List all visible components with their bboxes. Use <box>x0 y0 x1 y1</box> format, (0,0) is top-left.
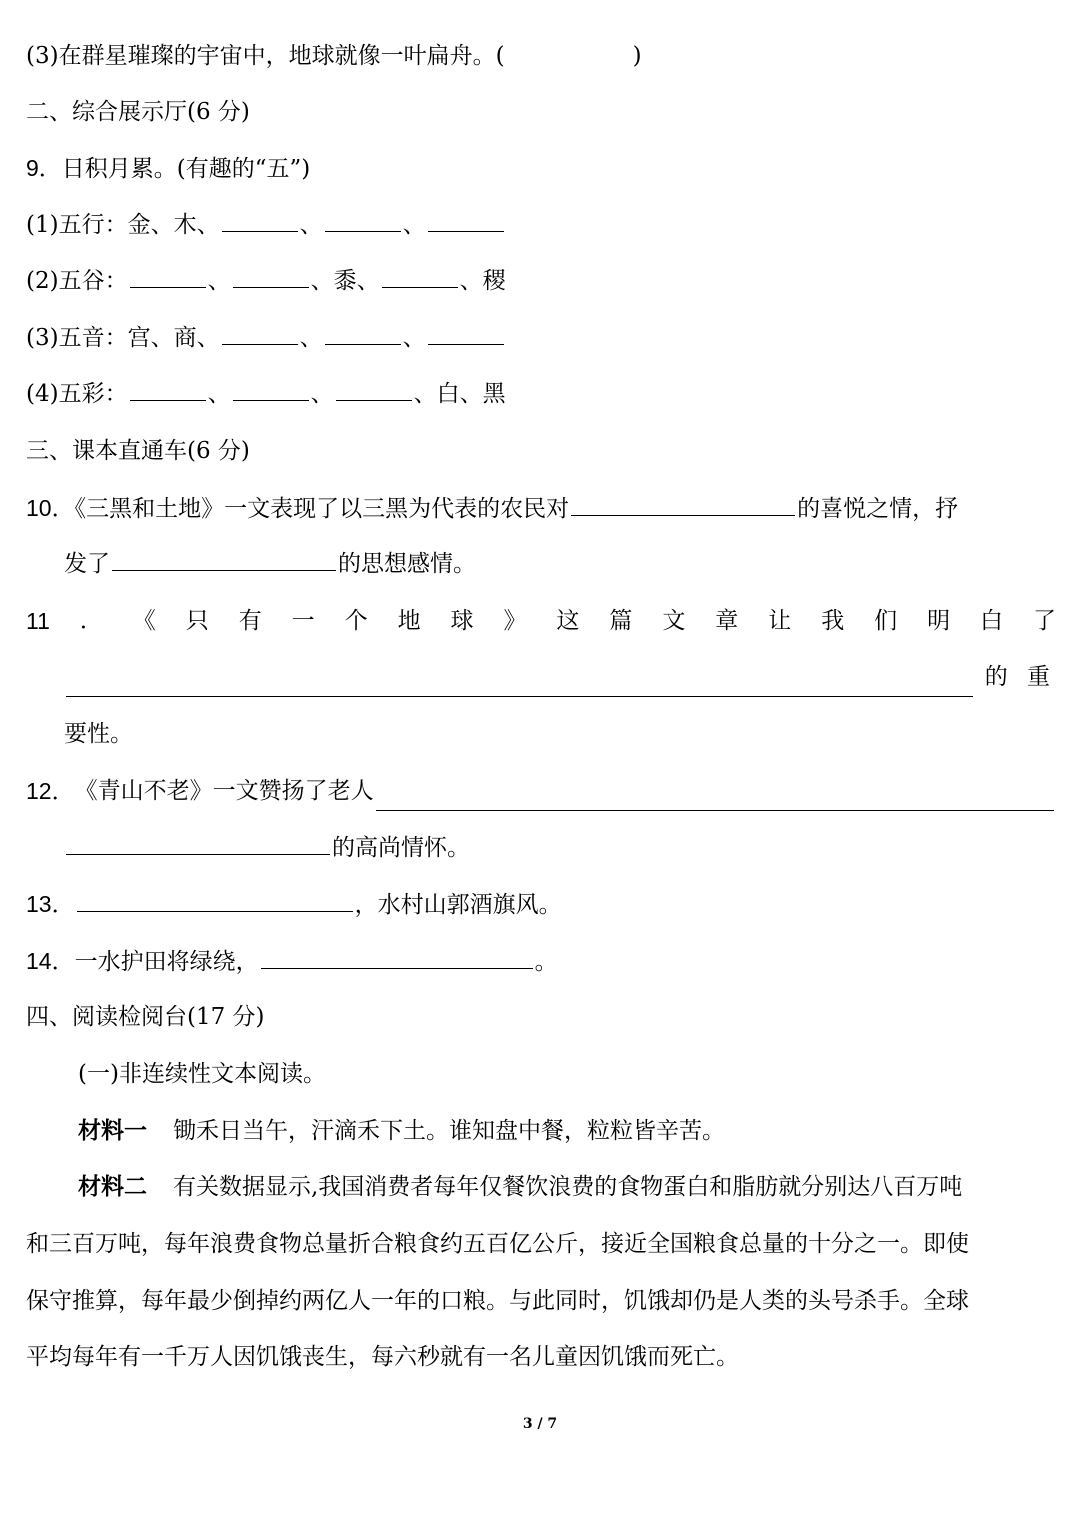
q11-char: 明 <box>927 608 951 634</box>
q11-char: 只 <box>185 608 209 634</box>
separator: 、 <box>402 325 426 351</box>
q11-text-c: 要性。 <box>64 721 133 747</box>
answer-blank[interactable] <box>77 885 353 912</box>
q13-number: 13． <box>26 891 75 917</box>
q11-char: 文 <box>662 608 686 634</box>
q11-char: 有 <box>238 608 262 634</box>
question-9-2 <box>26 261 1056 301</box>
question-12 <box>26 771 1056 811</box>
separator: 、 <box>207 381 231 407</box>
q11-char: 让 <box>768 608 792 634</box>
material-2 <box>78 1167 1056 1207</box>
question-11-end <box>64 714 1056 754</box>
q11-char: 章 <box>715 608 739 634</box>
separator: 、 <box>207 268 231 294</box>
q11-char: 一 <box>291 608 315 634</box>
section-4-title: 四、阅读检阅台(17 分) <box>26 1004 265 1030</box>
material-2-cont-3 <box>26 1337 1056 1377</box>
q10-text-d: 的思想感情。 <box>338 551 476 577</box>
material-2-cont-1 <box>26 1224 1056 1264</box>
answer-blank[interactable] <box>222 205 298 232</box>
q9-4-end: 、白、黑 <box>413 381 506 407</box>
separator: 、 <box>402 212 426 238</box>
question-8-3 <box>26 36 1056 76</box>
q10-text-b: 的喜悦之情，抒 <box>797 496 959 522</box>
q14-number: 14． <box>26 948 75 974</box>
separator: 、 <box>310 381 334 407</box>
q12-text-b: 的高尚情怀。 <box>332 835 470 861</box>
q11-char: 篇 <box>609 608 633 634</box>
section-2-title: 二、综合展示厅(6 分) <box>26 99 250 125</box>
answer-blank[interactable] <box>336 374 412 401</box>
material-1-label: 材料一 <box>78 1117 147 1144</box>
q9-text: 日积月累。(有趣的“五”) <box>61 156 311 182</box>
question-12-cont <box>64 828 1056 868</box>
material-2-text-d: 平均每年有一千万人因饥饿丧生，每六秒就有一名儿童因饥饿而死亡。 <box>26 1344 739 1370</box>
separator: 、 <box>299 325 323 351</box>
answer-blank[interactable] <box>130 374 206 401</box>
q11-char: 个 <box>344 608 368 634</box>
material-1 <box>78 1111 1056 1151</box>
q11-char: 了 <box>1033 608 1056 634</box>
question-13 <box>26 884 1056 924</box>
q11-char: 球 <box>450 608 474 634</box>
answer-blank[interactable] <box>66 828 330 855</box>
material-2-text-c: 保守推算，每年最少倒掉约两亿人一年的口粮。与此同时，饥饿却仍是人类的头号杀手。全球 <box>26 1288 969 1314</box>
q9-4-text: (4)五彩： <box>26 381 128 407</box>
question-14 <box>26 941 1056 981</box>
q10-text-a: 《三黑和土地》一文表现了以三黑为代表的农民对 <box>74 496 570 522</box>
question-9-1 <box>26 205 1056 245</box>
material-2-text-a: 有关数据显示,我国消费者每年仅餐饮浪费的食物蛋白和脂肪就分别达八百万吨 <box>173 1174 963 1200</box>
q9-2-text: (2)五谷： <box>26 268 128 294</box>
part-1-heading <box>78 1054 1056 1094</box>
q9-number: 9． <box>26 155 62 181</box>
section-3-heading <box>26 431 1056 471</box>
q11-char: 11 <box>26 608 50 634</box>
material-2-cont-2 <box>26 1281 1056 1321</box>
q11-char: 们 <box>874 608 898 634</box>
q11-text-b: 的 重 <box>984 664 1056 690</box>
answer-blank[interactable] <box>222 318 298 345</box>
question-9-3 <box>26 318 1056 358</box>
q11-char: 《 <box>132 608 156 634</box>
answer-blank[interactable] <box>382 261 458 288</box>
q12-number: 12． <box>26 778 75 804</box>
question-9 <box>26 148 1056 188</box>
q8-3-close: ) <box>632 43 642 69</box>
answer-blank[interactable] <box>571 489 795 516</box>
section-3-title: 三、课本直通车(6 分) <box>26 438 250 464</box>
answer-blank[interactable] <box>325 318 401 345</box>
q9-3-text: (3)五音：宫、商、 <box>26 325 220 351</box>
material-2-text-b: 和三百万吨，每年浪费食物总量折合粮食约五百亿公斤，接近全国粮食总量的十分之一。即使 <box>26 1231 969 1257</box>
q12-text-a: 《青山不老》一文赞扬了老人 <box>74 778 374 804</box>
section-2-heading <box>26 92 1056 132</box>
answer-blank[interactable] <box>261 942 533 969</box>
section-4-heading <box>26 997 1056 1037</box>
q14-text-b: 。 <box>534 949 558 975</box>
q8-3-text: (3)在群星璀璨的宇宙中，地球就像一叶扁舟。( <box>26 43 505 69</box>
answer-blank[interactable] <box>233 261 309 288</box>
answer-blank[interactable] <box>66 670 973 697</box>
answer-blank[interactable] <box>428 205 504 232</box>
q9-1-text: (1)五行：金、木、 <box>26 212 220 238</box>
answer-blank[interactable] <box>428 318 504 345</box>
question-10 <box>26 488 1056 528</box>
question-9-4 <box>26 374 1056 414</box>
separator: 、 <box>299 212 323 238</box>
answer-blank[interactable] <box>233 374 309 401</box>
material-2-label: 材料二 <box>78 1173 147 1200</box>
question-11-cont <box>64 657 1056 697</box>
q11-char: 地 <box>397 608 421 634</box>
q11-char: 这 <box>556 608 580 634</box>
page-number: 3 / 7 <box>522 1416 558 1432</box>
q14-text-a: 一水护田将绿绕， <box>74 949 259 975</box>
q11-char: 我 <box>821 608 845 634</box>
answer-blank[interactable] <box>376 784 1054 811</box>
material-1-text: 锄禾日当午，汗滴禾下土。谁知盘中餐，粒粒皆辛苦。 <box>173 1118 725 1144</box>
question-11 <box>26 601 1056 641</box>
q11-char: 》 <box>503 608 527 634</box>
q13-text: ，水村山郭酒旗风。 <box>354 892 562 918</box>
q9-2-mid: 、黍、 <box>310 268 380 294</box>
answer-blank[interactable] <box>325 205 401 232</box>
q9-2-end: 、稷 <box>459 268 506 294</box>
part-1-title: (一)非连续性文本阅读。 <box>78 1061 326 1087</box>
answer-blank[interactable] <box>130 261 206 288</box>
answer-blank[interactable] <box>112 544 336 571</box>
q11-char: ． <box>79 608 103 634</box>
q10-number: 10． <box>26 495 75 521</box>
q11-char: 白 <box>980 608 1004 634</box>
question-10-cont <box>64 544 1056 584</box>
q10-text-c: 发了 <box>64 551 110 577</box>
